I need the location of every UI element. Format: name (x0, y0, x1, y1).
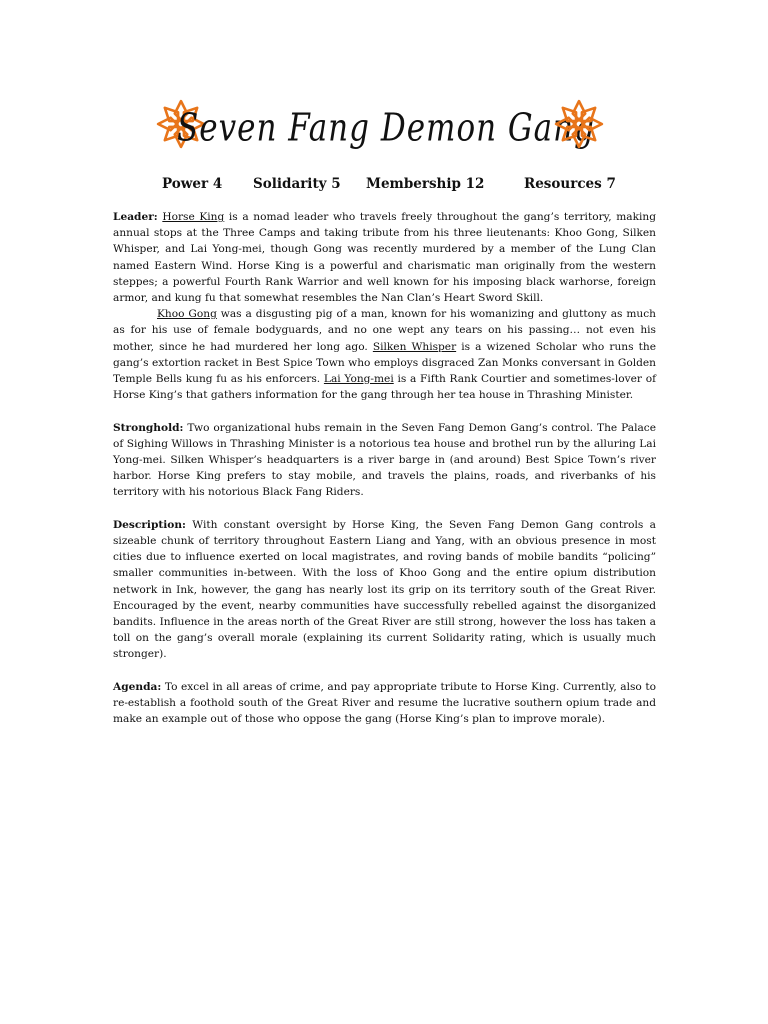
body-text (113, 209, 656, 727)
lieutenant-text-3: is a Fifth Rank Courtier and sometimes-lover of Horse King’s that gathers information for the gang through her tea house in Thrashing Minister. (113, 373, 656, 402)
leader-paragraph (113, 209, 656, 306)
description-paragraph (113, 517, 656, 663)
agenda-label: Agenda: (113, 680, 162, 693)
leader-label: Leader: (113, 211, 158, 223)
lieutenant-text-2: is a wizened Scholar who runs the gang’s extortion racket in Best Spice Town who employs disgraced Zan Monks conversant in Golden Temple Bells kung fu as his enforcers. (113, 340, 656, 386)
agenda-paragraph (113, 679, 656, 728)
stronghold-paragraph (113, 420, 656, 501)
lieutenant-name-lai-yong-mei: Lai Yong-mei (323, 373, 394, 386)
stat-power: Power 4 (162, 176, 223, 192)
stat-solidarity: Solidarity 5 (253, 176, 341, 192)
stat-resources: Resources 7 (524, 176, 616, 192)
stat-membership: Membership 12 (366, 176, 485, 192)
lieutenant-name-khoo-gong: Khoo Gong (157, 308, 217, 321)
page-header (0, 90, 768, 166)
leader-text: is a nomad leader who travels freely throughout the gang’s territory, making annual stops at the Three Camps and taking tribute from his three lieutenants: Khoo Gong, Silken Whisper, and Lai Yong-mei, though Gong was recently murdered by a member of the Lung Clan named Eastern Wind. Horse King is a powerful and charismatic man originally from the western steppes; a powerful Fourth Rank Warrior and well known for his imposing black warhorse, foreign armor, and kung fu that somewhat resembles the Nan Clan’s Heart Sword Skill. (113, 211, 656, 305)
description-label: Description: (113, 518, 186, 531)
lieutenants-paragraph (113, 306, 656, 403)
stronghold-text: Two organizational hubs remain in the Seven Fang Demon Gang’s control. The Palace of Sighing Willows in Thrashing Minister is a notorious tea house and brothel run by the alluring Lai Yong-mei. Silken Whisper’s headquarters is a river barge in (and around) Best Spice Town’s river harbor. Horse King prefers to stay mobile, and travels the plains, roads, and riverbanks of his territory with his notorious Black Fang Riders. (113, 421, 656, 499)
agenda-text: To excel in all areas of crime, and pay appropriate tribute to Horse King. Currently, also to re-establish a foothold south of the Great River and resume the lucrative southern opium trade and make an example out of those who oppose the gang (Horse King’s plan to improve morale). (113, 680, 656, 726)
lotus-emblem-icon (553, 98, 605, 150)
page-title: Seven Fang Demon Gang (177, 105, 595, 151)
stronghold-label: Stronghold: (113, 421, 184, 434)
stats-row (0, 176, 768, 196)
leader-name: Horse King (162, 211, 225, 223)
lieutenant-text-1: was a disgusting pig of a man, known for his womanizing and gluttony as much as for his use of female bodyguards, and no one wept any tears on his passing… not even his mother, since he had murdered her long ago. (113, 308, 657, 353)
description-text: With constant oversight by Horse King, the Seven Fang Demon Gang controls a sizeable chunk of territory throughout Eastern Liang and Yang, with an obvious presence in most cities due to influence exerted on local magistrates, and roving bands of mobile bandits “policing” smaller communities in-between. With the loss of Khoo Gong and the entire opium distribution network in Ink, however, the gang has nearly lost its grip on its territory south of the Great River. Encouraged by the event, nearby communities have successfully rebelled against the disorganized bandits. Influence in the areas north of the Great River are still strong, however the loss has taken a toll on the gang’s overall morale (explaining its current Solidarity rating, which is usually much stronger). (113, 518, 656, 661)
lieutenant-name-silken-whisper: Silken Whisper (372, 340, 457, 353)
